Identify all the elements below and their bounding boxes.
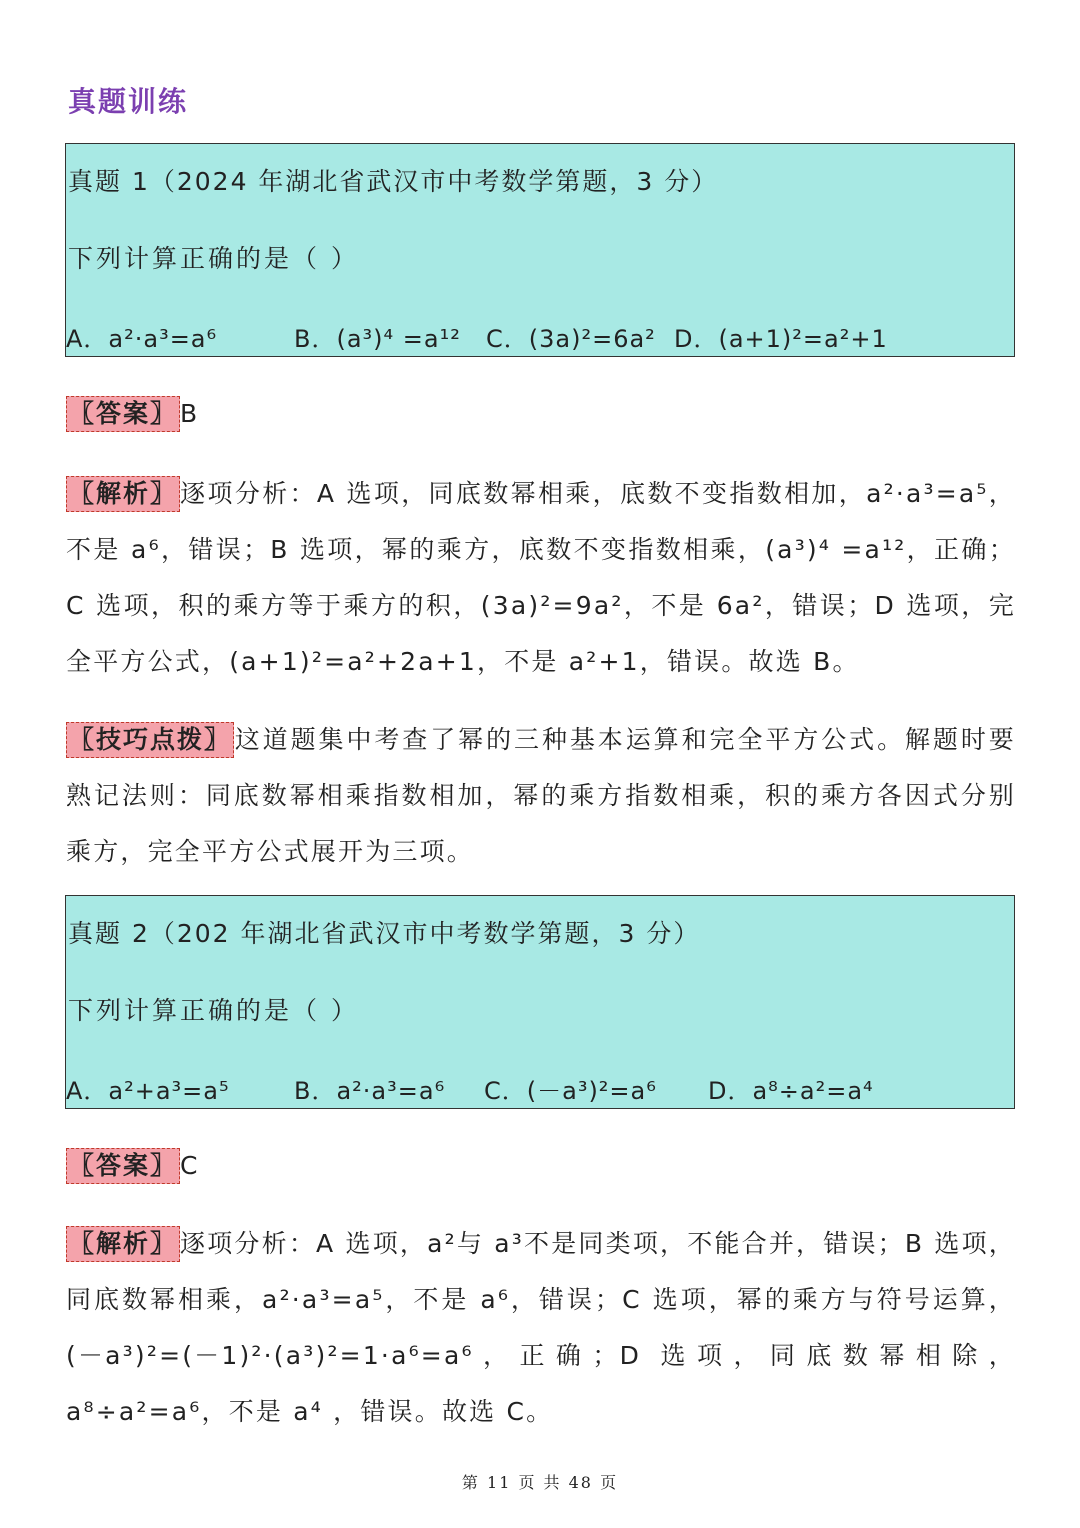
question-2-analysis <box>66 1216 1016 1440</box>
question-2-title: 真题 2（202 年湖北省武汉市中考数学第题，3 分） <box>68 919 701 948</box>
question-1-option-b: B．(a³)⁴ =a¹² <box>294 325 461 353</box>
section-title: 真题训练 <box>68 85 189 118</box>
question-2-option-a: A．a²+a³=a⁵ <box>66 1077 230 1105</box>
question-2-option-c: C．(－a³)²=a⁶ <box>484 1077 657 1105</box>
question-2-box <box>65 895 1015 1109</box>
question-1-title: 真题 1（2024 年湖北省武汉市中考数学第题，3 分） <box>68 167 719 196</box>
tip-text: 这道题集中考查了幂的三种基本运算和完全平方公式。解题时要熟记法则：同底数幂相乘指数相加，幂的乘方指数相乘，积的乘方各因式分别乘方，完全平方公式展开为三项。 <box>66 725 1016 866</box>
question-1-option-d: D．(a+1)²=a²+1 <box>674 325 888 353</box>
question-1-stem: 下列计算正确的是（ ） <box>68 244 359 273</box>
question-1-option-c: C．(3a)²=6a² <box>486 325 656 353</box>
question-1-box <box>65 143 1015 357</box>
question-1-tip <box>66 712 1016 880</box>
question-2-option-b: B．a²·a³=a⁶ <box>294 1077 446 1105</box>
question-2-stem: 下列计算正确的是（ ） <box>68 996 359 1025</box>
analysis-tag: 〖解析〗 <box>66 476 180 512</box>
question-1-answer <box>66 396 197 432</box>
answer-value: C <box>180 1151 198 1180</box>
analysis-tag: 〖解析〗 <box>66 1226 180 1262</box>
answer-tag: 〖答案〗 <box>66 396 180 432</box>
question-2-answer <box>66 1148 197 1184</box>
analysis-text: 逐项分析：A 选项，a²与 a³不是同类项，不能合并，错误；B 选项，同底数幂相乘，a²·a³=a⁵，不是 a⁶，错误；C 选项，幂的乘方与符号运算，(－a³)²=(－1)²·(a³)²=1·a⁶=a⁶，正确；D 选项，同底数幂相除，a⁸÷a²=a⁶，不是 a⁴ ，错误。故选 C。 <box>66 1229 1016 1426</box>
answer-value: B <box>180 399 198 428</box>
page-footer: 第 11 页 共 48 页 <box>461 1473 619 1492</box>
question-1-analysis <box>66 466 1016 690</box>
question-1-option-a: A．a²·a³=a⁶ <box>66 325 218 353</box>
answer-tag: 〖答案〗 <box>66 1148 180 1184</box>
question-2-option-d: D．a⁸÷a²=a⁴ <box>708 1077 874 1105</box>
analysis-text: 逐项分析：A 选项，同底数幂相乘，底数不变指数相加，a²·a³=a⁵，不是 a⁶，错误；B 选项，幂的乘方，底数不变指数相乘，(a³)⁴ =a¹²，正确；C 选项，积的乘方等于乘方的积，(3a)²=9a²，不是 6a²，错误；D 选项，完全平方公式，(a+1)²=a²+2a+1，不是 a²+1，错误。故选 B。 <box>66 479 1016 676</box>
tip-tag: 〖技巧点拨〗 <box>66 722 234 758</box>
